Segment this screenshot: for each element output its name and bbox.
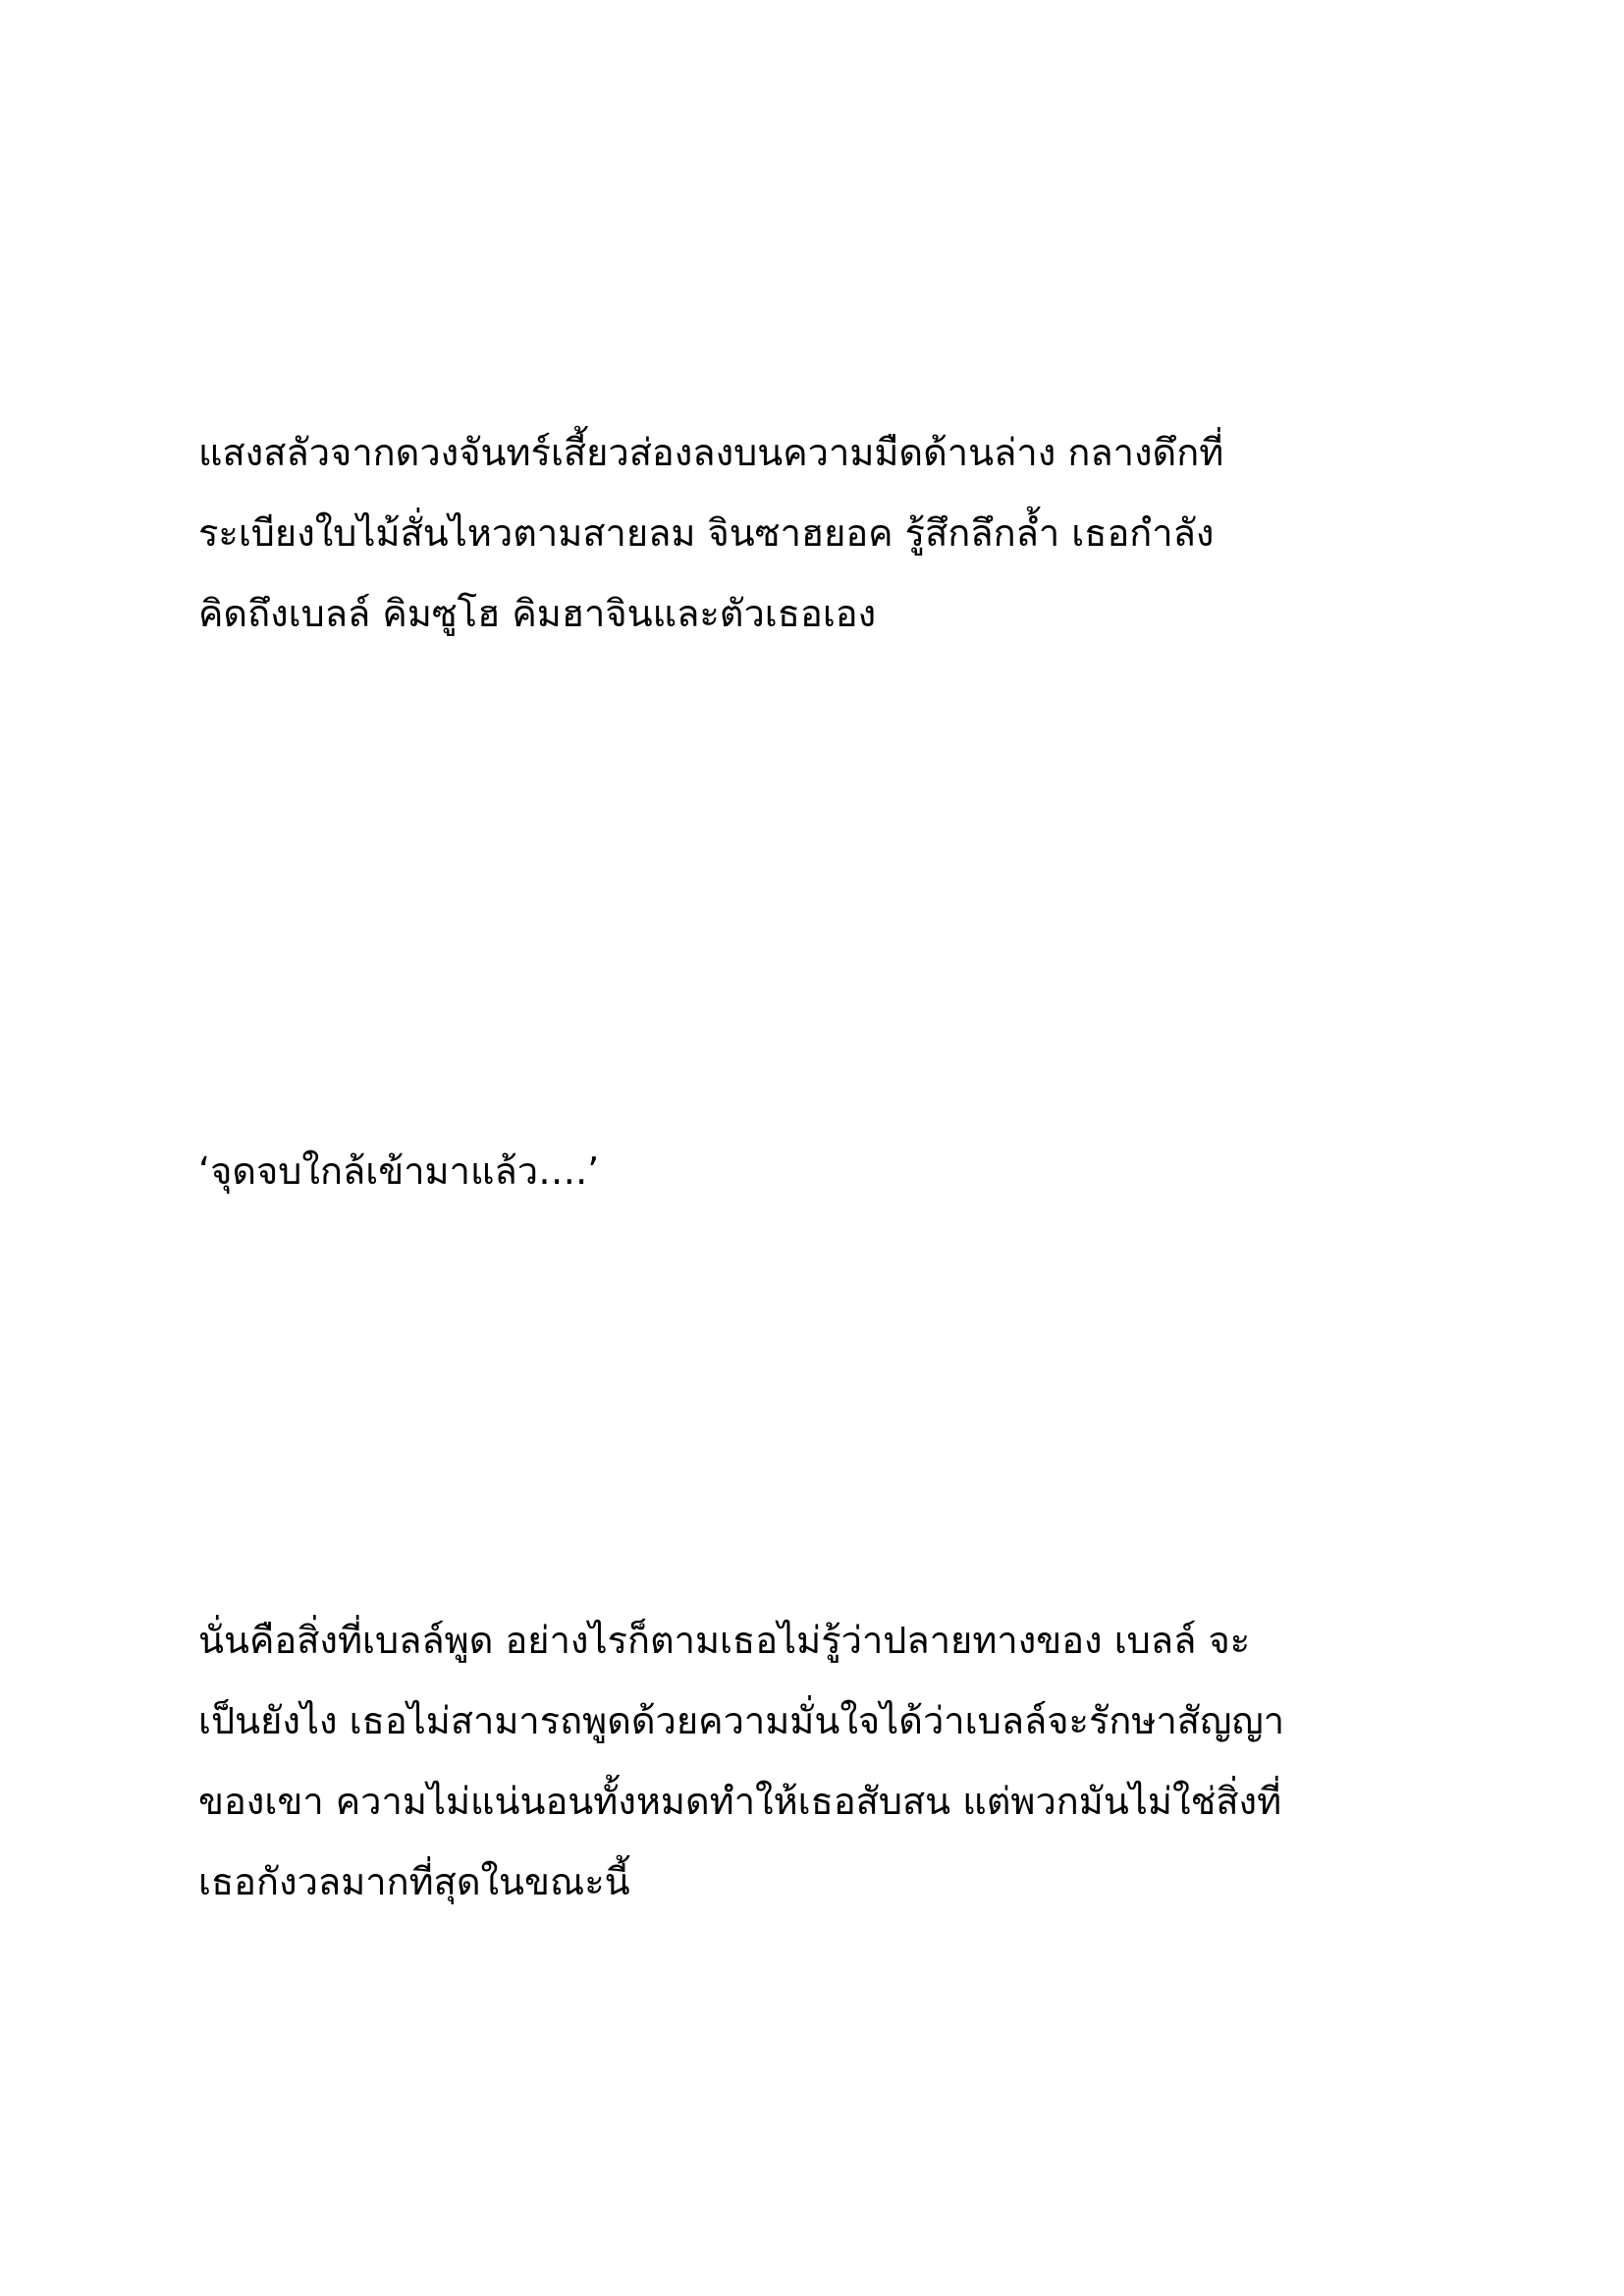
paragraph-line: คิดถึงเบลล์ คิมซูโฮ คิมฮาจินและตัวเธอเอง <box>198 592 877 635</box>
paragraph-line: ของเขา ความไม่แน่นอนทั้งหมดทำให้เธอสับสน แต่พวกมันไม่ใช่สิ่งที่ <box>198 1780 1282 1823</box>
paragraph-line: เป็นยังไง เธอไม่สามารถพูดด้วยความมั่นใจได้ว่าเบลล์จะรักษาสัญญา <box>198 1699 1285 1742</box>
paragraph-uncertainty <box>198 1600 1475 1922</box>
paragraph-line: เธอกังวลมากที่สุดในขณะนี้ <box>198 1860 630 1903</box>
paragraph-line: ระเบียงใบไม้สั่นไหวตามสายลม จินซาฮยอค รู้สึกลึกล้ำ เธอกำลัง <box>198 511 1215 555</box>
paragraph-line: นั่นคือสิ่งที่เบลล์พูด อย่างไรก็ตามเธอไม่รู้ว่าปลายทางของ เบลล์ จะ <box>198 1619 1251 1662</box>
paragraph-moonlight <box>198 412 1475 654</box>
paragraph-line: แสงสลัวจากดวงจันทร์เสี้ยวส่องลงบนความมืดด้านล่าง กลางดึกที่ <box>198 431 1224 474</box>
paragraph-quote <box>198 1131 1475 1211</box>
paragraph-line: ‘จุดจบใกล้เข้ามาแล้ว….’ <box>198 1149 600 1193</box>
